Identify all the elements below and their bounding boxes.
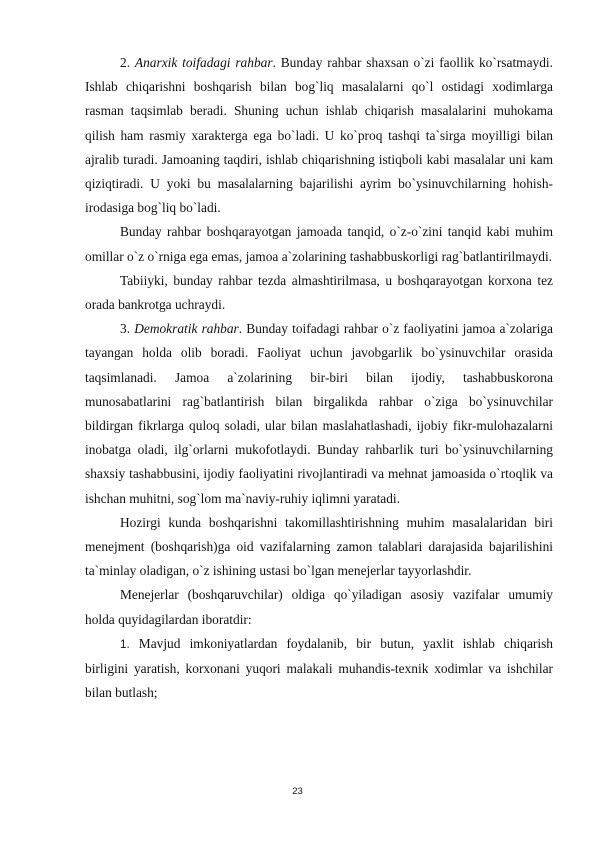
paragraph-democratic-leader	[85, 317, 553, 511]
paragraph-anarchic-leader	[85, 51, 553, 220]
paragraph-criticism: Bunday rahbar boshqarayotgan jamoada tanqid, o`z-o`zini tanqid kabi muhim omillar o`z o`rniga ega emas, jamoa a`zolarining tashabbuskorligi rag`batlantirilmaydi.	[85, 224, 553, 264]
paragraph-management-improvement: Hozirgi kunda boshqarishni takomillashtirishning muhim masalalaridan biri menejment (boshqarish)ga oid vazifalarning zamon talablari darajasida bajarilishini ta`minlay oladigan, o`z ishining ustasi bo`lgan menejerlar tayyorlashdir.	[85, 514, 553, 579]
body-text	[85, 51, 553, 705]
list-number: 2.	[120, 55, 131, 70]
list-number: 3.	[120, 321, 131, 337]
title-suffix: .	[272, 55, 276, 70]
title-suffix: .	[238, 321, 243, 337]
list-number: 1.	[120, 637, 130, 651]
section-title: Demokratik rahbar	[134, 321, 239, 337]
section-title: Anarxik toifadagi rahbar	[134, 55, 273, 70]
list-item-1	[85, 632, 553, 706]
paragraph-bankrupt: Tabiiyki, bunday rahbar tezda almashtirilmasa, u boshqarayotgan korxona tez orada bankrotga uchraydi.	[85, 272, 553, 313]
paragraph-manager-tasks: Menejerlar (boshqaruvchilar) oldiga qo`yiladigan asosiy vazifalar umumiy holda quyidagilardan iboratdir:	[85, 587, 553, 627]
list-item-text: Mavjud imkoniyatlardan foydalanib, bir butun, yaxlit ishlab chiqarish birligini yaratish, korxonani yuqori malakali muhandis-texnik xodimlar va ishchilar bilan butlash;	[85, 635, 553, 701]
page-number: 23	[292, 786, 303, 797]
paragraph-text: Bunday rahbar shaxsan o`zi faollik ko`rsatmaydi. Ishlab chiqarishni boshqarish bilan bog`liq masalalarni qo`l ostidagi xodimlarga rasman taqsimlab beradi. Shuning uchun ishlab chiqarish masalalarini muhokama qilish ham rasmiy xarakterga ega bo`ladi. U ko`proq tashqi ta`sirga moyilligi bilan ajralib turadi. Jamoaning taqdiri, ishlab chiqarishning istiqboli kabi masalalar uni kam qiziqtiradi. U yoki bu masalalarning bajarilishi ayrim bo`ysinuvchilarning hohish-irodasiga bog`liq bo`ladi.	[85, 55, 553, 216]
paragraph-text: Bunday toifadagi rahbar o`z faoliyatini jamoa a`zolariga tayangan holda olib boradi. Faoliyat uchun javobgarlik bo`ysinuvchilar orasida taqsimlanadi. Jamoa a`zolarining bir-biri bilan ijodiy, tashabbuskorona munosabatlarini rag`batlantirish bilan birgalikda rahbar o`ziga bo`ysinuvchilar bildirgan fikrlarga quloq soladi, ular bilan maslahatlashadi, ijobiy fikr-mulohazalarni inobatga oladi, ilg`orlarni mukofotlaydi. Bunday rahbarlik turi bo`ysinuvchilarning shaxsiy tashabbusini, ijodiy faoliyatini rivojlantiradi va mehnat jamoasida o`rtoqlik va ishchan muhitni, sog`lom ma`naviy-ruhiy iqlimni yaratadi.	[85, 321, 553, 506]
